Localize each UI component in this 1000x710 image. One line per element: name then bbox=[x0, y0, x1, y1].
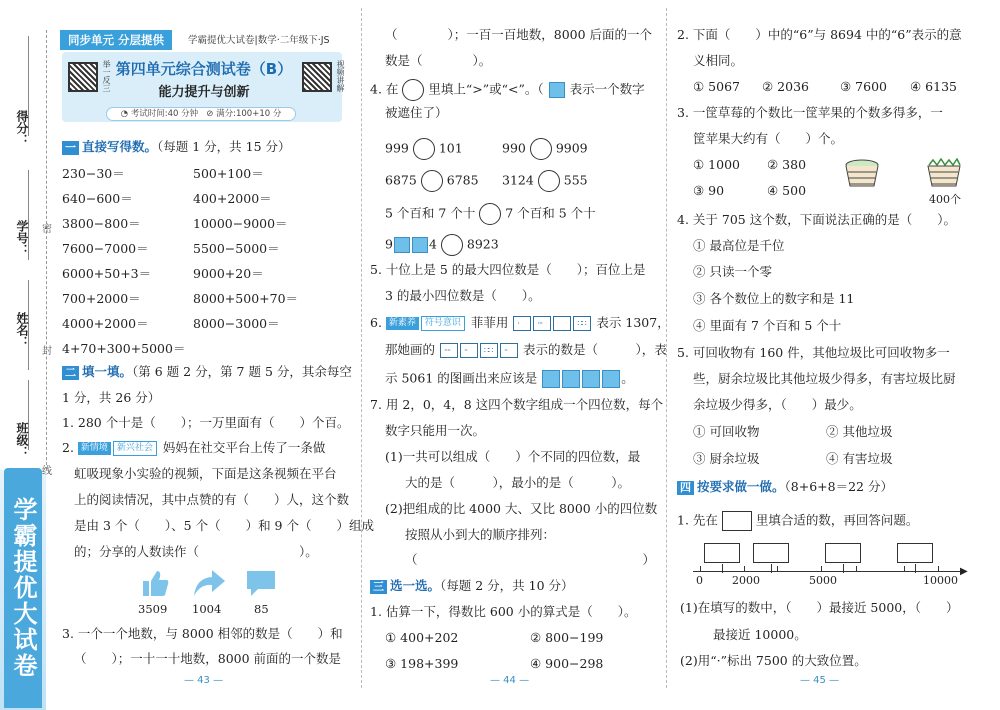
score-label: 得分： bbox=[15, 110, 29, 146]
mc-option[interactable]: ③ 厨余垃圾 bbox=[693, 451, 760, 466]
calc-item: 4+70+300+5000＝ bbox=[62, 341, 186, 356]
compare-circle[interactable] bbox=[441, 234, 463, 256]
section-desc: （第 6 题 2 分，第 7 题 5 分，其余每空 bbox=[132, 364, 352, 379]
question-7: 7. 用 2，0，4，8 这四个数字组成一个四位数，每个 bbox=[370, 397, 664, 412]
compare-circle[interactable] bbox=[479, 203, 501, 225]
question-text: 筐苹果大约有（ ）个。 bbox=[693, 131, 844, 146]
mc-option[interactable]: ② 只读一个零 bbox=[693, 264, 772, 279]
number-line-box[interactable] bbox=[897, 543, 933, 563]
qr-right-label: 视频讲解 bbox=[336, 60, 345, 92]
question-text: （ ）；一百一百地数，8000 后面的一个 bbox=[385, 27, 653, 42]
question-text: 虹吸现象小实验的视频，下面是这条视频在平台 bbox=[74, 466, 337, 481]
question-1: 1. 280 个十是（ ）；一万里面有（ ）个百。 bbox=[62, 415, 350, 430]
mc-question-3: 3. 一筐草莓的个数比一筐苹果的个数多得多，一 bbox=[677, 105, 943, 120]
compare-item: 9 4 8923 bbox=[385, 234, 499, 256]
page-number: — 43 — bbox=[184, 675, 224, 686]
number-line-box[interactable] bbox=[704, 543, 740, 563]
tick bbox=[821, 566, 822, 572]
mc-option[interactable]: ① 最高位是千位 bbox=[693, 238, 785, 253]
compare-circle[interactable] bbox=[421, 170, 443, 192]
compare-item: 990 9909 bbox=[502, 138, 588, 160]
tick bbox=[700, 566, 701, 572]
number-line-label: 2000 bbox=[732, 574, 760, 587]
section-number: 二 bbox=[62, 366, 79, 380]
calc-item: 3800−800＝ bbox=[62, 216, 141, 231]
name-label: 姓名： bbox=[15, 312, 29, 348]
question-text: (1)一共可以组成（ ）个不同的四位数，最 bbox=[385, 449, 641, 464]
brand-banner: 学霸提优大试卷 bbox=[4, 468, 42, 708]
mc-question-2: 2. 下面（ ）中的“6”与 8694 中的“6”表示的意 bbox=[677, 27, 962, 42]
box-pointer bbox=[915, 564, 916, 573]
strawberry-basket-icon bbox=[924, 158, 964, 188]
question-text: 那她画的 ···· ·· ∷∷ ·· 表示的数是（ ），表 bbox=[385, 342, 667, 357]
series-label: 学霸提优大试卷|数学·二年级下·JS bbox=[188, 35, 330, 46]
apple-basket-icon bbox=[842, 158, 882, 188]
section-desc: （每题 2 分，共 10 分） bbox=[440, 578, 574, 593]
section-number: 四 bbox=[677, 481, 694, 495]
seal-line bbox=[46, 30, 47, 470]
page-subtitle: 能力提升与创新 bbox=[158, 85, 250, 100]
mc-option[interactable]: ③ 7600 bbox=[840, 79, 887, 94]
question-text: 3 的最小四位数是（ ）。 bbox=[385, 288, 541, 303]
hidden-digit-square bbox=[394, 237, 410, 253]
question-text: (2)把组成的比 4000 大、又比 8000 小的四位数 bbox=[385, 501, 658, 516]
calc-item: 500+100＝ bbox=[193, 166, 264, 181]
tick bbox=[777, 566, 778, 572]
seal-mark: 封 bbox=[42, 346, 52, 357]
tag-symbol-sense: 符号意识 bbox=[421, 316, 465, 331]
calc-item: 9000+20＝ bbox=[193, 266, 264, 281]
number-line-label: 5000 bbox=[809, 574, 837, 587]
calc-item: 8000+500+70＝ bbox=[193, 291, 299, 306]
compare-circle[interactable] bbox=[530, 138, 552, 160]
tick bbox=[904, 566, 905, 572]
calc-item: 6000+50+3＝ bbox=[62, 266, 152, 281]
calc-item: 700+2000＝ bbox=[62, 291, 141, 306]
question-text: 的；分享的人数读作（ ）。 bbox=[74, 544, 318, 559]
tag-new-society: 新兴社会 bbox=[113, 441, 157, 456]
compare-item: 3124 555 bbox=[502, 170, 588, 192]
number-line bbox=[693, 571, 963, 572]
box-pointer bbox=[771, 564, 772, 573]
question-1: 1. 先在 里填合适的数，再回答问题。 bbox=[677, 511, 918, 531]
mc-option[interactable]: ② 800−199 bbox=[530, 630, 604, 645]
question-4: 4. 在 里填上“>”或“<”。（ 表示一个数字 bbox=[370, 79, 645, 101]
mc-option[interactable]: ② 2036 bbox=[762, 79, 809, 94]
question-text: 按照从小到大的顺序排列： bbox=[405, 527, 556, 542]
sub-question-2: (2)用“·”标出 7500 的大致位置。 bbox=[680, 653, 867, 668]
mc-question-5: 5. 可回收物有 160 件，其他垃圾比可回收物多一 bbox=[677, 345, 950, 360]
qr-left-label: 举一反三 bbox=[102, 60, 111, 92]
likes-count: 3509 bbox=[138, 602, 168, 616]
mc-option[interactable]: ③ 90 bbox=[693, 183, 725, 198]
question-text: 妈妈在社交平台上传了一条做 bbox=[162, 440, 326, 455]
question-text: 大的是（ ），最小的是（ ）。 bbox=[405, 475, 631, 490]
calc-item: 400+2000＝ bbox=[193, 191, 272, 206]
compare-item: 999 101 bbox=[385, 138, 463, 160]
section-heading bbox=[370, 578, 574, 594]
compare-circle[interactable] bbox=[538, 170, 560, 192]
tick bbox=[744, 566, 745, 572]
box-pointer bbox=[722, 564, 723, 573]
question-text: 被遮住了） bbox=[385, 105, 448, 120]
mc-option[interactable]: ④ 里面有 7 个百和 5 个十 bbox=[693, 318, 842, 333]
page-title: 第四单元综合测试卷（B） bbox=[115, 60, 293, 78]
answer-line[interactable]: （ ） bbox=[405, 552, 656, 567]
mc-option[interactable]: ④ 6135 bbox=[910, 79, 957, 94]
section-number: 一 bbox=[62, 141, 79, 155]
question-text: 数是（ ）。 bbox=[385, 53, 492, 68]
calc-item: 4000+2000＝ bbox=[62, 316, 149, 331]
mc-option[interactable]: ① 5067 bbox=[693, 79, 740, 94]
number-line-label: 10000 bbox=[923, 574, 958, 587]
check-icon: ⊘ bbox=[206, 109, 214, 119]
mc-option[interactable]: ① 1000 bbox=[693, 157, 740, 172]
comment-icon bbox=[244, 568, 278, 598]
question-text: 义相同。 bbox=[693, 53, 744, 68]
clock-icon: ◔ bbox=[120, 109, 129, 119]
mc-option[interactable]: ④ 500 bbox=[767, 183, 807, 198]
question-2: 2. 新情境 新兴社会 妈妈在社交平台上传了一条做 bbox=[62, 440, 326, 455]
question-text: 是由 3 个（ ）、5 个（ ）和 9 个（ ）组成 bbox=[74, 518, 374, 533]
section-heading bbox=[62, 139, 291, 155]
number-line-box[interactable] bbox=[753, 543, 789, 563]
seal-mark: 密 bbox=[42, 224, 52, 235]
question-5: 5. 十位上是 5 的最大四位数是（ ）；百位上是 bbox=[370, 262, 646, 277]
mc-option[interactable]: ① 400+202 bbox=[385, 630, 459, 645]
question-text: 最接近 10000。 bbox=[713, 627, 807, 642]
mc-option[interactable]: ④ 有害垃圾 bbox=[826, 451, 893, 466]
qr-code-icon[interactable] bbox=[68, 62, 98, 92]
question-6: 6. 新素养 符号意识 菲菲用 · ··· ∷∷ 表示 1307， bbox=[370, 315, 670, 330]
hidden-digit-square bbox=[412, 237, 428, 253]
question-text: （ ）；一十一十地数，8000 前面的一个数是 bbox=[74, 651, 342, 666]
section-desc-cont: 1 分，共 26 分） bbox=[62, 390, 161, 405]
mc-option[interactable]: ④ 900−298 bbox=[530, 656, 604, 671]
question-3: 3. 一个一个地数，与 8000 相邻的数是（ ）和 bbox=[62, 626, 343, 641]
calc-item: 10000−9000＝ bbox=[193, 216, 288, 231]
exam-info bbox=[106, 107, 296, 121]
section-heading bbox=[62, 364, 352, 380]
mc-option[interactable]: ② 380 bbox=[767, 157, 807, 172]
mc-option[interactable]: ③ 各个数位上的数字和是 11 bbox=[693, 291, 855, 306]
page-number: — 45 — bbox=[800, 675, 840, 686]
section-number: 三 bbox=[370, 580, 387, 594]
compare-item: 6875 6785 bbox=[385, 170, 479, 192]
section-title: 填一填。 bbox=[82, 364, 133, 379]
section-title: 直接写得数。 bbox=[82, 139, 158, 154]
mc-question-4: 4. 关于 705 这个数，下面说法正确的是（ ）。 bbox=[677, 212, 956, 227]
calc-item: 640−600＝ bbox=[62, 191, 133, 206]
tick bbox=[938, 566, 939, 572]
mc-option[interactable]: ① 可回收物 bbox=[693, 424, 760, 439]
share-icon bbox=[192, 568, 226, 598]
tick bbox=[856, 566, 857, 572]
answer-box[interactable] bbox=[722, 511, 752, 531]
unit-tag: 同步单元 分层提供 bbox=[60, 30, 172, 50]
sub-question-1: (1)在填写的数中，（ ）最接近 5000，（ ） bbox=[680, 600, 959, 615]
hidden-digit-square bbox=[549, 82, 565, 98]
question-text: 上的阅读情况，其中点赞的有（ ）人，这个数 bbox=[74, 492, 350, 507]
arrow-right-icon: ▶ bbox=[960, 566, 968, 577]
section-title: 选一选。 bbox=[390, 578, 441, 593]
calc-item: 5500−5000＝ bbox=[193, 241, 280, 256]
tag-new-context: 新情境 bbox=[78, 442, 111, 455]
question-text: 数字只能用一次。 bbox=[385, 423, 486, 438]
exam-score: 满分:100+10 分 bbox=[216, 109, 282, 119]
compare-circle[interactable] bbox=[413, 138, 435, 160]
box-pointer bbox=[843, 564, 844, 573]
compare-item: 5 个百和 7 个十 7 个百和 5 个十 bbox=[385, 203, 596, 225]
qr-code-icon[interactable] bbox=[302, 62, 332, 92]
section-title: 按要求做一做。 bbox=[697, 479, 785, 494]
thumbs-up-icon bbox=[140, 568, 170, 598]
question-text: 余垃圾少得多，（ ）最少。 bbox=[693, 397, 862, 412]
comments-count: 85 bbox=[254, 602, 269, 616]
calc-item: 8000−3000＝ bbox=[193, 316, 280, 331]
question-text: 示 5061 的图画出来应该是 。 bbox=[385, 370, 634, 388]
mc-option[interactable]: ② 其他垃圾 bbox=[826, 424, 893, 439]
id-label: 学号： bbox=[15, 220, 29, 256]
compare-circle bbox=[402, 79, 424, 101]
class-label: 班级： bbox=[15, 422, 29, 458]
number-line-box[interactable] bbox=[825, 543, 861, 563]
seal-mark: 线 bbox=[42, 466, 52, 477]
section-heading bbox=[677, 479, 893, 495]
shares-count: 1004 bbox=[192, 602, 222, 616]
calc-item: 7600−7000＝ bbox=[62, 241, 149, 256]
question-text: 些，厨余垃圾比其他垃圾少得多，有害垃圾比厨 bbox=[693, 371, 956, 386]
mc-option[interactable]: ③ 198+399 bbox=[385, 656, 459, 671]
basket-label: 400个 bbox=[929, 193, 961, 206]
mc-question-1: 1. 估算一下，得数比 600 小的算式是（ ）。 bbox=[370, 604, 637, 619]
number-line-label: 0 bbox=[696, 574, 703, 587]
section-desc: （每题 1 分，共 15 分） bbox=[157, 139, 291, 154]
exam-time: 考试时间:40 分钟 bbox=[130, 109, 199, 119]
page-number: — 44 — bbox=[490, 675, 530, 686]
page-divider bbox=[361, 8, 362, 688]
calc-item: 230−30＝ bbox=[62, 166, 125, 181]
section-desc: （8+6+8＝22 分） bbox=[784, 479, 893, 494]
tag-new-literacy: 新素养 bbox=[386, 317, 419, 330]
